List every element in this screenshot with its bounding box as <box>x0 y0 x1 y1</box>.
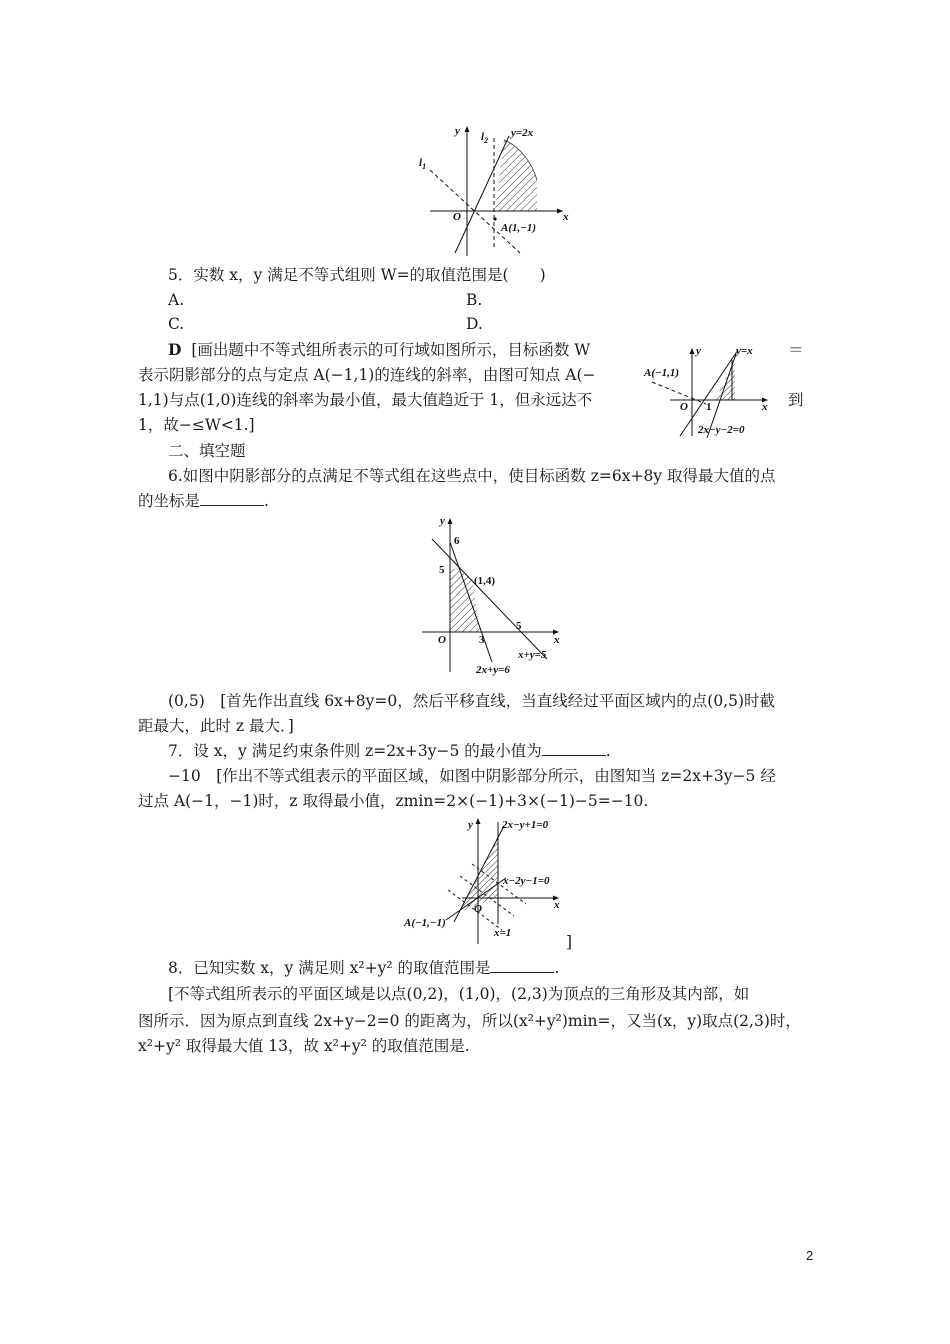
fig3-line1-label: x+y=5 <box>518 649 547 661</box>
fig1-y-axis-label: y <box>455 125 460 137</box>
q5-option-b: B. <box>466 291 483 309</box>
fig4-line3-label: x=1 <box>494 927 512 939</box>
fig3-origin-label: O <box>438 634 446 646</box>
q5-option-c: C. <box>168 315 185 333</box>
fig1-l1-label: $l_1$ <box>419 157 427 171</box>
q5-stem: 5．实数 x，y 满足不等式组则 W=的取值范围是( ) <box>168 266 546 284</box>
q6-stem-line-2: 的坐标是 . <box>138 492 269 510</box>
q7-answer-line-2: 过点 A(−1，−1)时，z 取得最小值，zmin=2×(−1)+3×(−1)−5=−10. <box>138 792 649 810</box>
fig3-tick-five-x: 5 <box>516 620 522 632</box>
q8-answer-line-3: x²+y² 取得最大值 13，故 x²+y² 的取值范围是. <box>138 1037 470 1055</box>
fig3-point-label: (1,4) <box>474 575 496 587</box>
fig1-origin-label: O <box>453 211 461 223</box>
q7-answer-blank <box>542 741 606 756</box>
fig3-tick-three: 3 <box>479 634 485 646</box>
figure-1-feasible-region <box>415 118 580 258</box>
q5-answer-dao: 到 <box>788 391 804 409</box>
q6-answer-line-1: (0,5) [首先作出直线 6x+8y=0，然后平移直线，当直线经过平面区域内的点(0,5)时截 <box>168 692 776 710</box>
q7-answer-close-bracket: ] <box>566 933 573 951</box>
fig4-line2-label: x−2y−1=0 <box>503 875 550 887</box>
page-number: 2 <box>806 1248 814 1263</box>
fig3-tick-six: 6 <box>454 535 460 547</box>
fig4-point-label: A(−1,−1) <box>404 917 446 929</box>
fig3-x-axis-label: x <box>554 634 560 646</box>
fig3-tick-five-y: 5 <box>439 564 445 576</box>
q5-answer-line-4: 1，故−≤W<1.] <box>138 416 255 434</box>
fig2-tick-one: 1 <box>706 401 712 413</box>
fig2-line-label: y=x <box>736 345 753 357</box>
q8-answer-line-1: [不等式组所表示的平面区域是以点(0,2)，(1,0)，(2,3)为顶点的三角形及其内部，如 <box>168 985 750 1003</box>
fig2-line2-label: 2x−y−2=0 <box>698 424 745 436</box>
q5-answer-equals: ＝ <box>788 341 804 359</box>
fig4-x-axis-label: x <box>554 899 560 911</box>
q5-answer-letter: D <box>168 340 182 359</box>
q6-stem-line-1: 6.如图中阴影部分的点满足不等式组在这些点中，使目标函数 z=6x+8y 取得最大值的点 <box>168 467 776 485</box>
fig2-point-label: A(−1,1) <box>644 367 680 379</box>
q8-answer-blank <box>490 958 554 973</box>
q5-answer-line-1: D [画出题中不等式组所表示的可行域如图所示，目标函数 W <box>168 340 591 359</box>
fig1-l2-label: $l_2$ <box>481 131 489 145</box>
q5-option-a: A. <box>168 291 185 309</box>
figure-3-feasible-region <box>412 512 572 684</box>
fig2-x-axis-label: x <box>762 401 768 413</box>
fig3-line2-label: 2x+y=6 <box>476 664 510 676</box>
q8-answer-line-2: 图所示．因为原点到直线 2x+y−2=0 的距离为，所以(x²+y²)min=，又当(x，y)取点(2,3)时， <box>138 1012 801 1030</box>
q5-answer-line-3: 1,1)与点(1,0)连线的斜率为最小值，最大值趋近于 1，但永远达不 <box>138 391 593 409</box>
q7-answer-line-1: −10 [作出不等式组表示的平面区域，如图中阴影部分所示，由图知当 z=2x+3y−5 经 <box>168 767 776 785</box>
fig1-line-label: y=2x <box>511 127 534 139</box>
fig1-point-label: A(1,−1) <box>501 222 537 234</box>
fig4-origin-label: O <box>474 903 482 915</box>
q8-stem: 8．已知实数 x，y 满足则 x²+y² 的取值范围是 . <box>168 959 560 977</box>
fig2-y-axis-label: y <box>696 345 701 357</box>
q5-option-d: D. <box>466 315 483 333</box>
section-fill-in-title: 二、填空题 <box>168 442 246 460</box>
fig4-y-axis-label: y <box>468 819 473 831</box>
q7-stem: 7．设 x，y 满足约束条件则 z=2x+3y−5 的最小值为 . <box>168 742 611 760</box>
q6-answer-blank <box>200 491 264 506</box>
fig2-origin-label: O <box>680 401 688 413</box>
fig4-line1-label: 2x−y+1=0 <box>502 819 549 831</box>
q5-answer-line-2: 表示阴影部分的点与定点 A(−1,1)的连线的斜率，由图可知点 A(− <box>138 366 596 384</box>
figure-4-feasible-region <box>402 814 572 946</box>
q6-answer-line-2: 距最大，此时 z 最大．] <box>138 717 294 735</box>
fig3-y-axis-label: y <box>440 515 445 527</box>
fig1-x-axis-label: x <box>563 211 569 223</box>
figure-2-feasible-region <box>640 340 776 440</box>
